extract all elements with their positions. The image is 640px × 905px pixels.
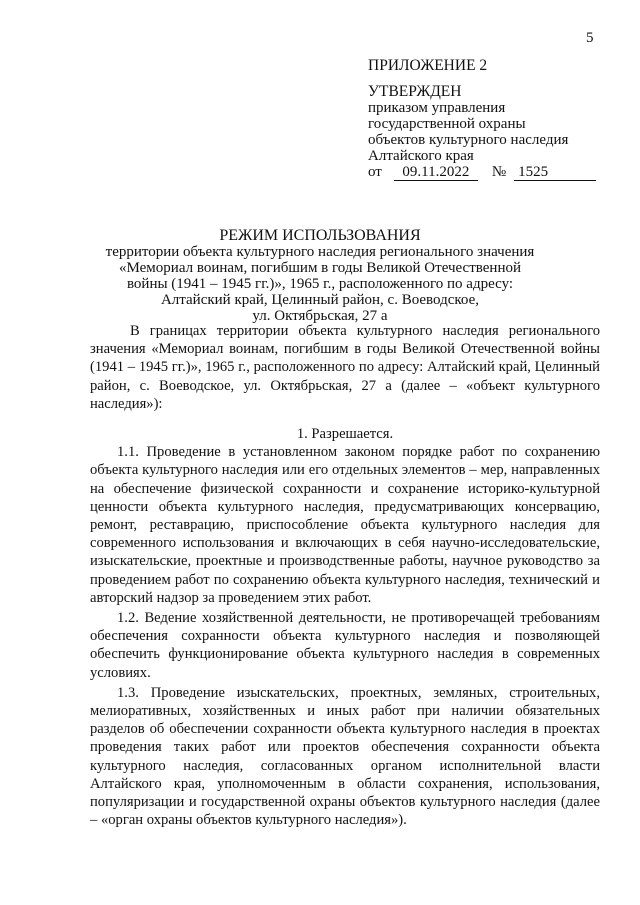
approval-line: Алтайского края	[368, 148, 474, 164]
order-date: 09.11.2022	[394, 165, 478, 181]
title-line: войны (1941 – 1945 гг.)», 1965 г., расположенного по адресу:	[126, 276, 514, 292]
title-line: Алтайский край, Целинный район, с. Воеводское,	[160, 292, 480, 308]
document-title	[0, 228, 640, 324]
document-body	[90, 322, 600, 829]
title-heading: РЕЖИМ ИСПОЛЬЗОВАНИЯ	[219, 227, 421, 244]
page-number: 5	[586, 30, 594, 46]
title-line: ул. Октябрьская, 27 а	[252, 308, 388, 324]
approved-label: УТВЕРЖДЕН	[368, 83, 462, 100]
order-number-label: №	[491, 164, 507, 180]
approval-line: государственной охраны	[368, 116, 526, 132]
list-item: 1.3. Проведение изыскательских, проектных, земляных, строительных, мелиоративных, хозяйственных и иных работ при наличии обязательных разделов об обеспечении сохранности объекта культурного наследия в проектах проведения таких работ или проектов обеспечения сохранности объекта культурного наследия, согласованных органом исполнительной власти Алтайского края, уполномоченным в области сохранения, использования, популяризации и государственной охраны объектов культурного наследия (далее – «орган охраны объектов культурного наследия»).	[90, 684, 600, 829]
order-row	[368, 164, 596, 181]
approval-line: приказом управления	[368, 100, 506, 116]
order-date-label: от	[368, 164, 382, 180]
intro-paragraph: В границах территории объекта культурного наследия регионального значения «Мемориал воинам, погибшим в годы Великой Отечественной войны (1941 – 1945 гг.)», 1965 г., расположенного по адресу: Алтайский край, Целинный район, с. Воеводское, ул. Октябрьская, 27 а (далее – «объект культурного наследия»):	[90, 323, 600, 412]
appendix-label: ПРИЛОЖЕНИЕ 2	[368, 57, 488, 74]
title-line: «Мемориал воинам, погибшим в годы Великой Отечественной	[119, 260, 521, 276]
order-number: 1525	[514, 165, 596, 181]
list-item: 1.2. Ведение хозяйственной деятельности, не противоречащей требованиям обеспечения сохранности объекта культурного наследия и позволяющей обеспечить функционирование объекта культурного наследия в современных условиях.	[90, 610, 600, 681]
list-item: 1.1. Проведение в установленном законом порядке работ по сохранению объекта культурного наследия или его отдельных элементов – мер, направленных на обеспечение физической сохранности и сохранение историко-культурной ценности объекта культурного наследия, предусматривающих консервацию, ремонт, реставрацию, приспособление объекта культурного наследия для современного использования и включающих в себя научно-исследовательские, изыскательские, проектные и производственные работы, научное руководство за проведением работ по сохранению объекта культурного наследия, технический и авторский надзор за проведением этих работ.	[90, 444, 600, 606]
title-line: территории объекта культурного наследия регионального значения	[105, 244, 535, 260]
approval-line: объектов культурного наследия	[368, 132, 569, 148]
section-heading: 1. Разрешается.	[296, 426, 394, 443]
approval-block	[368, 58, 596, 181]
